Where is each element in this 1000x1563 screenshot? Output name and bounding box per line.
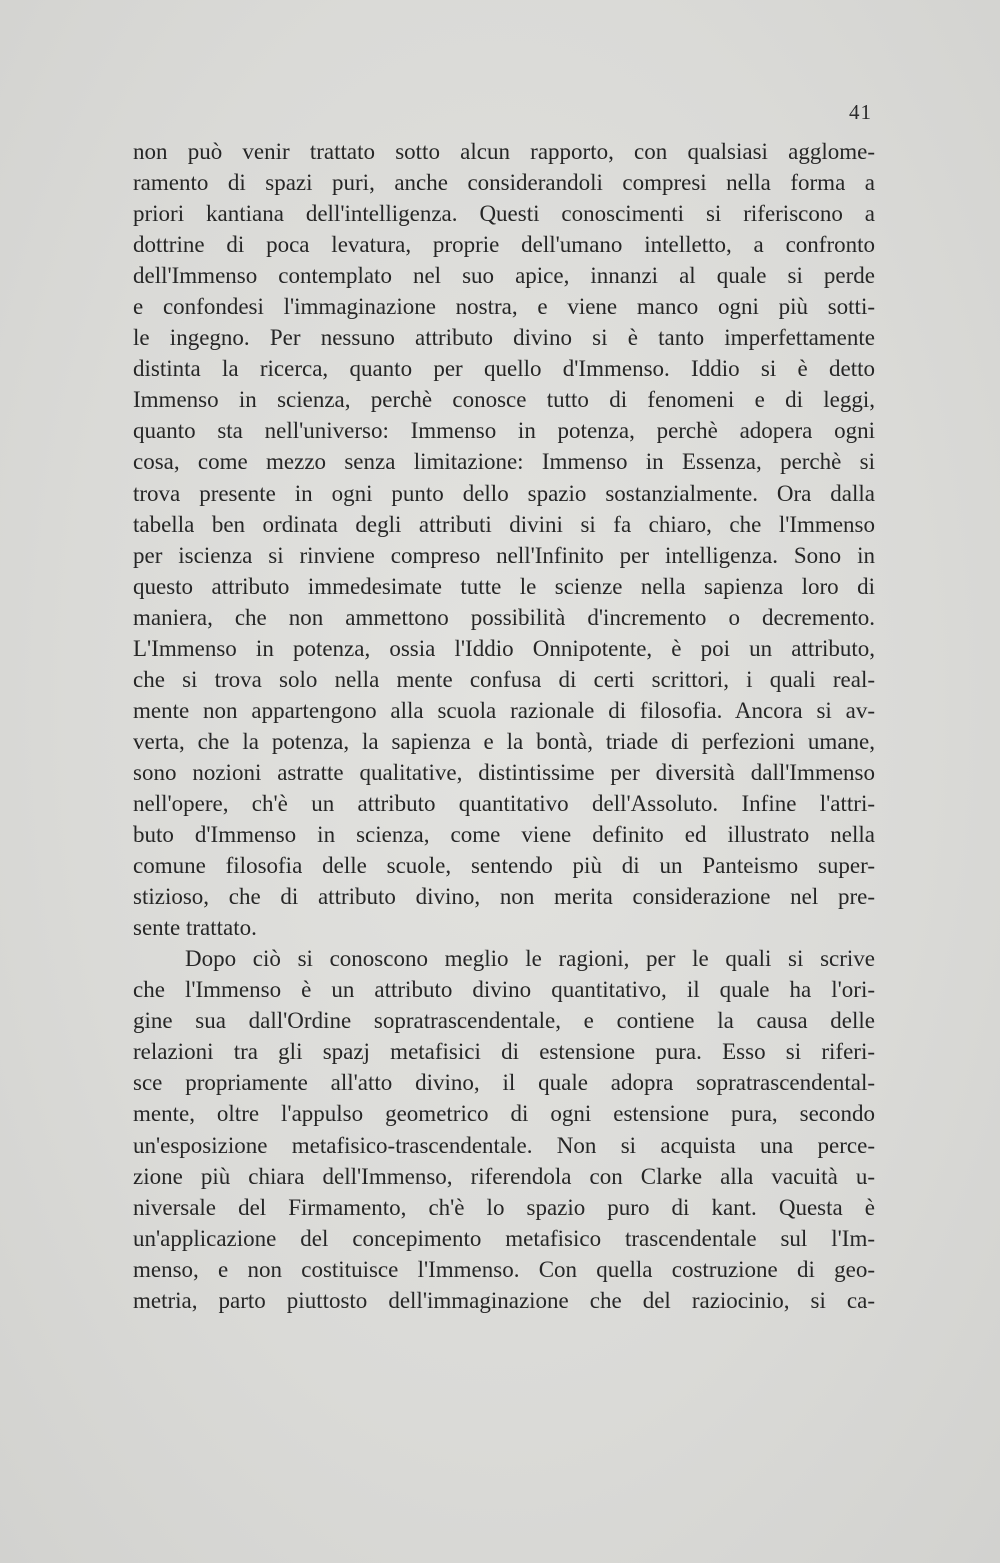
text-line: verta, che la potenza, la sapienza e la bontà, triade di perfezioni umane, <box>133 728 875 754</box>
text-line: quanto sta nell'universo: Immenso in potenza, perchè adopera ogni <box>133 418 875 444</box>
text-line: priori kantiana dell'intelligenza. Questi conoscimenti si riferiscono a <box>133 201 875 227</box>
page-number: 41 <box>849 100 872 124</box>
text-line: sce propriamente all'atto divino, il quale adopra sopratrascendental- <box>133 1070 875 1096</box>
text-line: dell'Immenso contemplato nel suo apice, innanzi al quale si perde <box>133 263 875 289</box>
text-line: relazioni tra gli spazj metafisici di estensione pura. Esso si riferi- <box>133 1039 875 1065</box>
text-line: per iscienza si rinviene compreso nell'Infinito per intelligenza. Sono in <box>133 542 875 568</box>
text-line: nell'opere, ch'è un attributo quantitativo dell'Assoluto. Infine l'attri- <box>133 790 875 816</box>
text-line: questo attributo immedesimate tutte le scienze nella sapienza loro di <box>133 573 875 599</box>
text-line: dottrine di poca levatura, proprie dell'umano intelletto, a confronto <box>133 232 875 258</box>
text-line: un'applicazione del concepimento metafisico trascendentale sul l'Im- <box>133 1225 875 1251</box>
text-line: mente, oltre l'appulso geometrico di ogni estensione pura, secondo <box>133 1101 875 1127</box>
paragraph-start-line: Dopo ciò si conoscono meglio le ragioni, per le quali si scrive <box>185 946 875 972</box>
text-line: mente non appartengono alla scuola razionale di filosofia. Ancora si av- <box>133 697 875 723</box>
text-line: maniera, che non ammettono possibilità d'incremento o decremento. <box>133 604 875 630</box>
body-text <box>133 136 875 1316</box>
text-line: trova presente in ogni punto dello spazio sostanzialmente. Ora dalla <box>133 480 875 506</box>
text-line: distinta la ricerca, quanto per quello d'Immenso. Iddio si è detto <box>133 356 875 382</box>
text-line: stizioso, che di attributo divino, non merita considerazione nel pre- <box>133 884 875 910</box>
text-line: zione più chiara dell'Immenso, riferendola con Clarke alla vacuità u- <box>133 1163 875 1189</box>
text-line: Immenso in scienza, perchè conosce tutto di fenomeni e di leggi, <box>133 387 875 413</box>
text-line: che si trova solo nella mente confusa di certi scrittori, i quali real- <box>133 666 875 692</box>
text-line: gine sua dall'Ordine sopratrascendentale, e contiene la causa delle <box>133 1008 875 1034</box>
text-line: non può venir trattato sotto alcun rapporto, con qualsiasi agglome- <box>133 139 875 164</box>
text-line: niversale del Firmamento, ch'è lo spazio puro di kant. Questa è <box>133 1194 875 1220</box>
text-line: menso, e non costituisce l'Immenso. Con quella costruzione di geo- <box>133 1256 875 1282</box>
text-line: cosa, come mezzo senza limitazione: Immenso in Essenza, perchè si <box>133 449 875 475</box>
text-line: comune filosofia delle scuole, sentendo più di un Panteismo super- <box>133 853 875 879</box>
text-line: le ingegno. Per nessuno attributo divino si è tanto imperfettamente <box>133 325 875 351</box>
text-line: metria, parto piuttosto dell'immaginazione che del raziocinio, si ca- <box>133 1287 875 1313</box>
text-line: ramento di spazi puri, anche considerandoli compresi nella forma a <box>133 170 875 196</box>
text-line: L'Immenso in potenza, ossia l'Iddio Onnipotente, è poi un attributo, <box>133 635 875 661</box>
text-line: e confondesi l'immaginazione nostra, e viene manco ogni più sotti- <box>133 294 875 320</box>
text-line: sono nozioni astratte qualitative, distintissime per diversità dall'Immenso <box>133 759 875 785</box>
text-line: buto d'Immenso in scienza, come viene definito ed illustrato nella <box>133 822 875 848</box>
paragraph-end-line: sente trattato. <box>133 915 257 941</box>
text-line: che l'Immenso è un attributo divino quantitativo, il quale ha l'ori- <box>133 977 875 1003</box>
text-line: tabella ben ordinata degli attributi divini si fa chiaro, che l'Immenso <box>133 511 875 537</box>
text-line: un'esposizione metafisico-trascendentale. Non si acquista una perce- <box>133 1132 875 1158</box>
